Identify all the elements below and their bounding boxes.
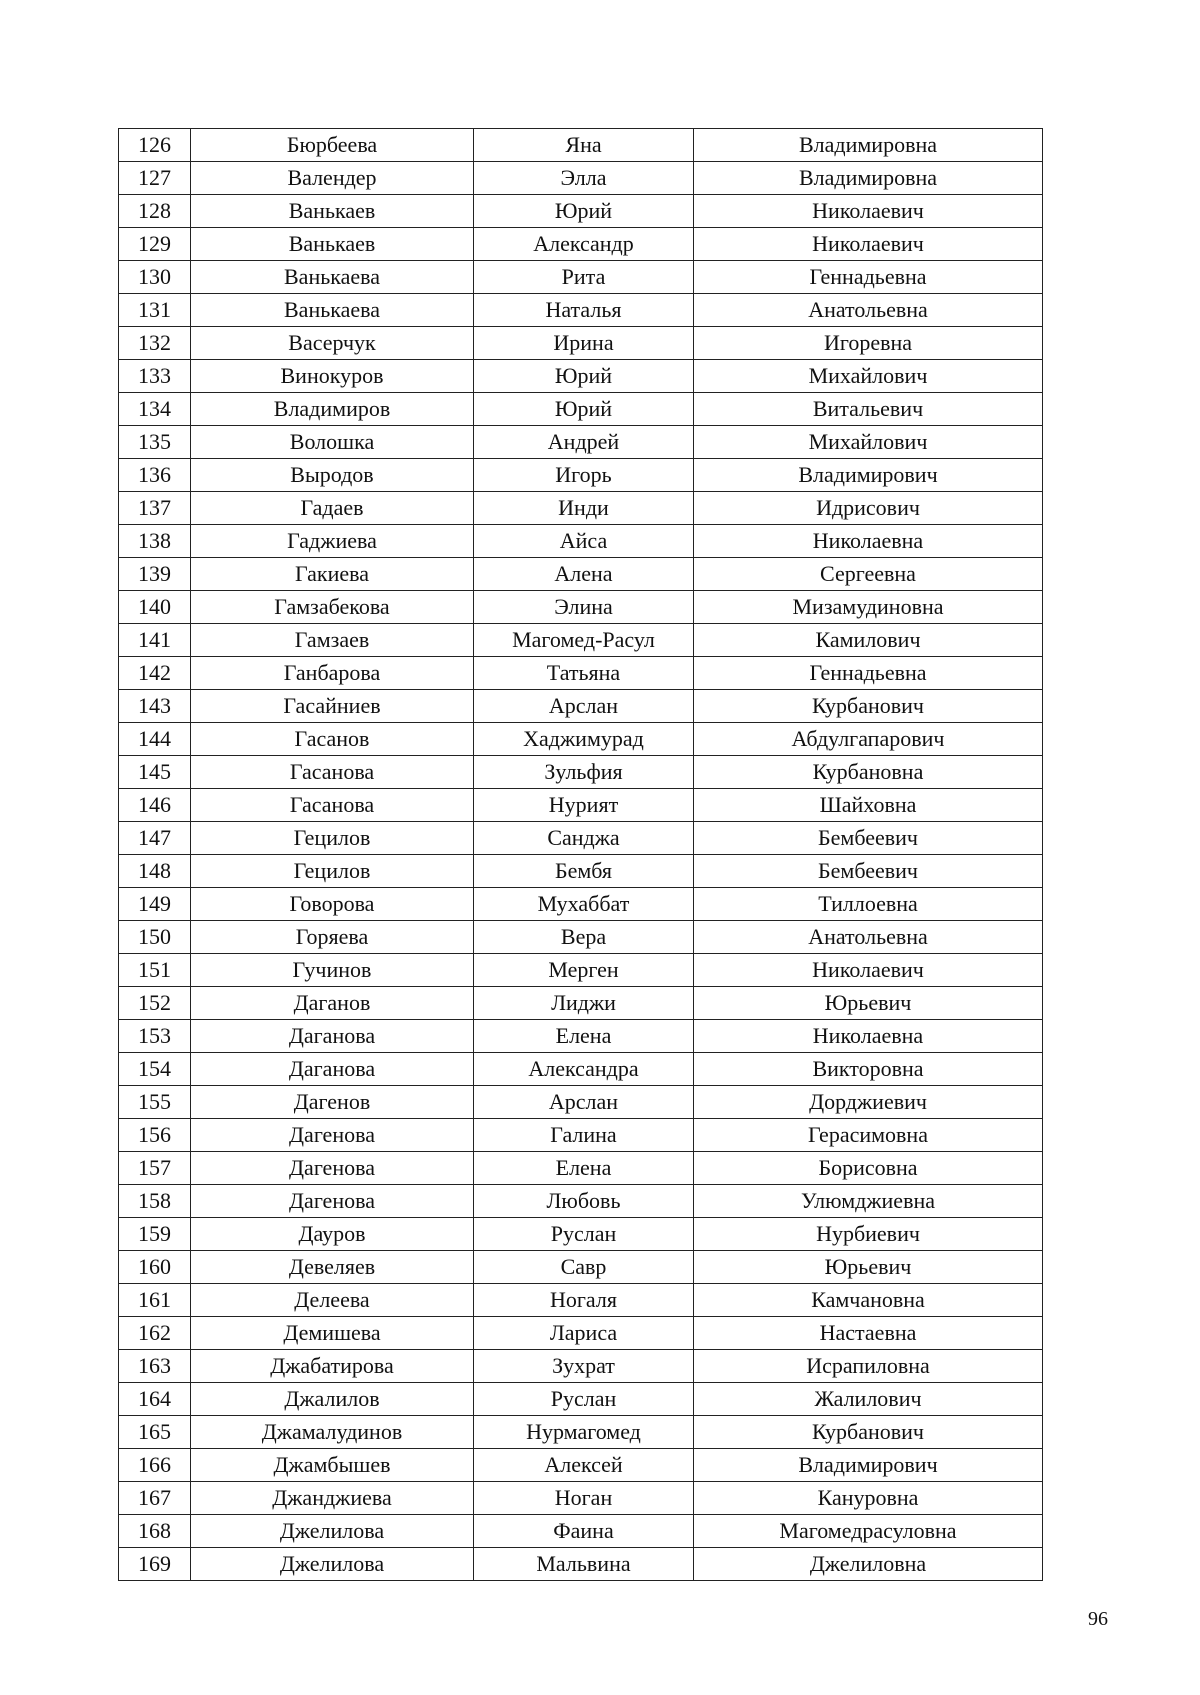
table-row bbox=[119, 525, 1043, 558]
table-row bbox=[119, 756, 1043, 789]
surname-cell: Гаджиева bbox=[191, 525, 474, 558]
surname-cell: Джелилова bbox=[191, 1515, 474, 1548]
patronymic-cell: Курбанович bbox=[694, 1416, 1043, 1449]
table-row bbox=[119, 1449, 1043, 1482]
patronymic-cell: Мизамудиновна bbox=[694, 591, 1043, 624]
surname-cell: Джанджиева bbox=[191, 1482, 474, 1515]
table-row bbox=[119, 1218, 1043, 1251]
patronymic-cell: Юрьевич bbox=[694, 1251, 1043, 1284]
row-number: 158 bbox=[119, 1185, 191, 1218]
row-number: 128 bbox=[119, 195, 191, 228]
row-number: 132 bbox=[119, 327, 191, 360]
given-name-cell: Александра bbox=[474, 1053, 694, 1086]
given-name-cell: Зухрат bbox=[474, 1350, 694, 1383]
given-name-cell: Руслан bbox=[474, 1218, 694, 1251]
given-name-cell: Мерген bbox=[474, 954, 694, 987]
table-row bbox=[119, 195, 1043, 228]
table-row bbox=[119, 1548, 1043, 1581]
row-number: 129 bbox=[119, 228, 191, 261]
table-row bbox=[119, 690, 1043, 723]
patronymic-cell: Николаевич bbox=[694, 228, 1043, 261]
table-row bbox=[119, 1416, 1043, 1449]
patronymic-cell: Исрапиловна bbox=[694, 1350, 1043, 1383]
row-number: 138 bbox=[119, 525, 191, 558]
table-row bbox=[119, 789, 1043, 822]
given-name-cell: Александр bbox=[474, 228, 694, 261]
table-row bbox=[119, 492, 1043, 525]
table-row bbox=[119, 657, 1043, 690]
table-row bbox=[119, 162, 1043, 195]
patronymic-cell: Анатольевна bbox=[694, 294, 1043, 327]
given-name-cell: Игорь bbox=[474, 459, 694, 492]
given-name-cell: Вера bbox=[474, 921, 694, 954]
table-row bbox=[119, 228, 1043, 261]
surname-cell: Ванькаева bbox=[191, 294, 474, 327]
patronymic-cell: Курбановна bbox=[694, 756, 1043, 789]
row-number: 157 bbox=[119, 1152, 191, 1185]
patronymic-cell: Николаевна bbox=[694, 1020, 1043, 1053]
surname-cell: Гакиева bbox=[191, 558, 474, 591]
given-name-cell: Хаджимурад bbox=[474, 723, 694, 756]
table-row bbox=[119, 294, 1043, 327]
surname-cell: Демишева bbox=[191, 1317, 474, 1350]
row-number: 166 bbox=[119, 1449, 191, 1482]
row-number: 131 bbox=[119, 294, 191, 327]
surname-cell: Даганов bbox=[191, 987, 474, 1020]
patronymic-cell: Идрисович bbox=[694, 492, 1043, 525]
surname-cell: Девеляев bbox=[191, 1251, 474, 1284]
patronymic-cell: Николаевич bbox=[694, 195, 1043, 228]
surname-cell: Валендер bbox=[191, 162, 474, 195]
surname-cell: Владимиров bbox=[191, 393, 474, 426]
patronymic-cell: Николаевич bbox=[694, 954, 1043, 987]
patronymic-cell: Бембеевич bbox=[694, 822, 1043, 855]
patronymic-cell: Кануровна bbox=[694, 1482, 1043, 1515]
table-row bbox=[119, 921, 1043, 954]
given-name-cell: Нурмагомед bbox=[474, 1416, 694, 1449]
table-row bbox=[119, 624, 1043, 657]
table-row bbox=[119, 855, 1043, 888]
row-number: 139 bbox=[119, 558, 191, 591]
given-name-cell: Нурият bbox=[474, 789, 694, 822]
row-number: 135 bbox=[119, 426, 191, 459]
surname-cell: Даганова bbox=[191, 1020, 474, 1053]
row-number: 165 bbox=[119, 1416, 191, 1449]
patronymic-cell: Витальевич bbox=[694, 393, 1043, 426]
surname-cell: Дагенова bbox=[191, 1119, 474, 1152]
row-number: 153 bbox=[119, 1020, 191, 1053]
surname-cell: Волошка bbox=[191, 426, 474, 459]
row-number: 137 bbox=[119, 492, 191, 525]
surname-cell: Гамзаев bbox=[191, 624, 474, 657]
surname-cell: Ганбарова bbox=[191, 657, 474, 690]
table-row bbox=[119, 360, 1043, 393]
row-number: 164 bbox=[119, 1383, 191, 1416]
row-number: 145 bbox=[119, 756, 191, 789]
surname-cell: Дагенов bbox=[191, 1086, 474, 1119]
patronymic-cell: Сергеевна bbox=[694, 558, 1043, 591]
page-number: 96 bbox=[1088, 1608, 1108, 1630]
patronymic-cell: Бембеевич bbox=[694, 855, 1043, 888]
row-number: 134 bbox=[119, 393, 191, 426]
patronymic-cell: Юрьевич bbox=[694, 987, 1043, 1020]
patronymic-cell: Герасимовна bbox=[694, 1119, 1043, 1152]
given-name-cell: Мальвина bbox=[474, 1548, 694, 1581]
table-row bbox=[119, 1086, 1043, 1119]
table-row bbox=[119, 459, 1043, 492]
given-name-cell: Лиджи bbox=[474, 987, 694, 1020]
patronymic-cell: Михайлович bbox=[694, 360, 1043, 393]
surname-cell: Джелилова bbox=[191, 1548, 474, 1581]
given-name-cell: Зульфия bbox=[474, 756, 694, 789]
surname-cell: Гецилов bbox=[191, 855, 474, 888]
row-number: 150 bbox=[119, 921, 191, 954]
surname-cell: Ванькаев bbox=[191, 195, 474, 228]
table-row bbox=[119, 1152, 1043, 1185]
given-name-cell: Юрий bbox=[474, 393, 694, 426]
row-number: 126 bbox=[119, 129, 191, 162]
patronymic-cell: Владимирович bbox=[694, 459, 1043, 492]
row-number: 161 bbox=[119, 1284, 191, 1317]
surname-cell: Дагенова bbox=[191, 1152, 474, 1185]
patronymic-cell: Тиллоевна bbox=[694, 888, 1043, 921]
patronymic-cell: Магомедрасуловна bbox=[694, 1515, 1043, 1548]
surname-cell: Винокуров bbox=[191, 360, 474, 393]
surname-cell: Делеева bbox=[191, 1284, 474, 1317]
surname-cell: Джамалудинов bbox=[191, 1416, 474, 1449]
surname-cell: Дауров bbox=[191, 1218, 474, 1251]
surname-cell: Бюрбеева bbox=[191, 129, 474, 162]
given-name-cell: Ирина bbox=[474, 327, 694, 360]
given-name-cell: Наталья bbox=[474, 294, 694, 327]
surname-cell: Дагенова bbox=[191, 1185, 474, 1218]
surname-cell: Гасанов bbox=[191, 723, 474, 756]
given-name-cell: Алена bbox=[474, 558, 694, 591]
row-number: 151 bbox=[119, 954, 191, 987]
table-row bbox=[119, 1251, 1043, 1284]
given-name-cell: Елена bbox=[474, 1020, 694, 1053]
patronymic-cell: Курбанович bbox=[694, 690, 1043, 723]
given-name-cell: Андрей bbox=[474, 426, 694, 459]
surname-cell: Гасайниев bbox=[191, 690, 474, 723]
table-row bbox=[119, 1185, 1043, 1218]
given-name-cell: Ноган bbox=[474, 1482, 694, 1515]
given-name-cell: Лариса bbox=[474, 1317, 694, 1350]
given-name-cell: Юрий bbox=[474, 195, 694, 228]
table-row bbox=[119, 327, 1043, 360]
given-name-cell: Арслан bbox=[474, 690, 694, 723]
surname-cell: Ванькаев bbox=[191, 228, 474, 261]
given-name-cell: Яна bbox=[474, 129, 694, 162]
patronymic-cell: Камчановна bbox=[694, 1284, 1043, 1317]
patronymic-cell: Джелиловна bbox=[694, 1548, 1043, 1581]
patronymic-cell: Викторовна bbox=[694, 1053, 1043, 1086]
row-number: 136 bbox=[119, 459, 191, 492]
row-number: 152 bbox=[119, 987, 191, 1020]
row-number: 168 bbox=[119, 1515, 191, 1548]
given-name-cell: Юрий bbox=[474, 360, 694, 393]
table-row bbox=[119, 129, 1043, 162]
patronymic-cell: Улюмджиевна bbox=[694, 1185, 1043, 1218]
given-name-cell: Инди bbox=[474, 492, 694, 525]
roster-table bbox=[118, 128, 1043, 1581]
table-row bbox=[119, 954, 1043, 987]
row-number: 146 bbox=[119, 789, 191, 822]
row-number: 160 bbox=[119, 1251, 191, 1284]
given-name-cell: Татьяна bbox=[474, 657, 694, 690]
patronymic-cell: Шайховна bbox=[694, 789, 1043, 822]
table-row bbox=[119, 1350, 1043, 1383]
surname-cell: Джамбышев bbox=[191, 1449, 474, 1482]
given-name-cell: Арслан bbox=[474, 1086, 694, 1119]
row-number: 154 bbox=[119, 1053, 191, 1086]
row-number: 140 bbox=[119, 591, 191, 624]
surname-cell: Даганова bbox=[191, 1053, 474, 1086]
table-row bbox=[119, 822, 1043, 855]
surname-cell: Гучинов bbox=[191, 954, 474, 987]
given-name-cell: Галина bbox=[474, 1119, 694, 1152]
given-name-cell: Савр bbox=[474, 1251, 694, 1284]
surname-cell: Джалилов bbox=[191, 1383, 474, 1416]
patronymic-cell: Борисовна bbox=[694, 1152, 1043, 1185]
surname-cell: Гецилов bbox=[191, 822, 474, 855]
table-row bbox=[119, 1515, 1043, 1548]
table-row bbox=[119, 1119, 1043, 1152]
row-number: 159 bbox=[119, 1218, 191, 1251]
patronymic-cell: Анатольевна bbox=[694, 921, 1043, 954]
roster-body bbox=[119, 129, 1043, 1581]
patronymic-cell: Геннадьевна bbox=[694, 657, 1043, 690]
surname-cell: Гасанова bbox=[191, 789, 474, 822]
row-number: 167 bbox=[119, 1482, 191, 1515]
given-name-cell: Элина bbox=[474, 591, 694, 624]
patronymic-cell: Нурбиевич bbox=[694, 1218, 1043, 1251]
given-name-cell: Мухаббат bbox=[474, 888, 694, 921]
row-number: 144 bbox=[119, 723, 191, 756]
patronymic-cell: Владимировна bbox=[694, 129, 1043, 162]
surname-cell: Гамзабекова bbox=[191, 591, 474, 624]
patronymic-cell: Николаевна bbox=[694, 525, 1043, 558]
given-name-cell: Руслан bbox=[474, 1383, 694, 1416]
patronymic-cell: Абдулгапарович bbox=[694, 723, 1043, 756]
given-name-cell: Алексей bbox=[474, 1449, 694, 1482]
patronymic-cell: Дорджиевич bbox=[694, 1086, 1043, 1119]
table-row bbox=[119, 1383, 1043, 1416]
patronymic-cell: Владимирович bbox=[694, 1449, 1043, 1482]
row-number: 143 bbox=[119, 690, 191, 723]
table-row bbox=[119, 987, 1043, 1020]
given-name-cell: Элла bbox=[474, 162, 694, 195]
row-number: 142 bbox=[119, 657, 191, 690]
row-number: 162 bbox=[119, 1317, 191, 1350]
patronymic-cell: Геннадьевна bbox=[694, 261, 1043, 294]
row-number: 156 bbox=[119, 1119, 191, 1152]
table-row bbox=[119, 723, 1043, 756]
table-row bbox=[119, 426, 1043, 459]
patronymic-cell: Владимировна bbox=[694, 162, 1043, 195]
given-name-cell: Айса bbox=[474, 525, 694, 558]
given-name-cell: Рита bbox=[474, 261, 694, 294]
patronymic-cell: Жалилович bbox=[694, 1383, 1043, 1416]
table-row bbox=[119, 888, 1043, 921]
surname-cell: Гасанова bbox=[191, 756, 474, 789]
row-number: 133 bbox=[119, 360, 191, 393]
surname-cell: Гадаев bbox=[191, 492, 474, 525]
table-row bbox=[119, 1284, 1043, 1317]
surname-cell: Выродов bbox=[191, 459, 474, 492]
given-name-cell: Любовь bbox=[474, 1185, 694, 1218]
table-row bbox=[119, 591, 1043, 624]
surname-cell: Горяева bbox=[191, 921, 474, 954]
row-number: 147 bbox=[119, 822, 191, 855]
row-number: 155 bbox=[119, 1086, 191, 1119]
given-name-cell: Елена bbox=[474, 1152, 694, 1185]
row-number: 127 bbox=[119, 162, 191, 195]
row-number: 130 bbox=[119, 261, 191, 294]
row-number: 149 bbox=[119, 888, 191, 921]
table-row bbox=[119, 261, 1043, 294]
table-row bbox=[119, 558, 1043, 591]
row-number: 141 bbox=[119, 624, 191, 657]
table-row bbox=[119, 1020, 1043, 1053]
table-row bbox=[119, 1482, 1043, 1515]
given-name-cell: Санджа bbox=[474, 822, 694, 855]
patronymic-cell: Игоревна bbox=[694, 327, 1043, 360]
surname-cell: Ванькаева bbox=[191, 261, 474, 294]
row-number: 163 bbox=[119, 1350, 191, 1383]
patronymic-cell: Настаевна bbox=[694, 1317, 1043, 1350]
surname-cell: Джабатирова bbox=[191, 1350, 474, 1383]
patronymic-cell: Михайлович bbox=[694, 426, 1043, 459]
given-name-cell: Ногаля bbox=[474, 1284, 694, 1317]
table-row bbox=[119, 393, 1043, 426]
row-number: 169 bbox=[119, 1548, 191, 1581]
table-row bbox=[119, 1317, 1043, 1350]
surname-cell: Васерчук bbox=[191, 327, 474, 360]
given-name-cell: Бембя bbox=[474, 855, 694, 888]
row-number: 148 bbox=[119, 855, 191, 888]
given-name-cell: Магомед-Расул bbox=[474, 624, 694, 657]
table-row bbox=[119, 1053, 1043, 1086]
given-name-cell: Фаина bbox=[474, 1515, 694, 1548]
patronymic-cell: Камилович bbox=[694, 624, 1043, 657]
surname-cell: Говорова bbox=[191, 888, 474, 921]
